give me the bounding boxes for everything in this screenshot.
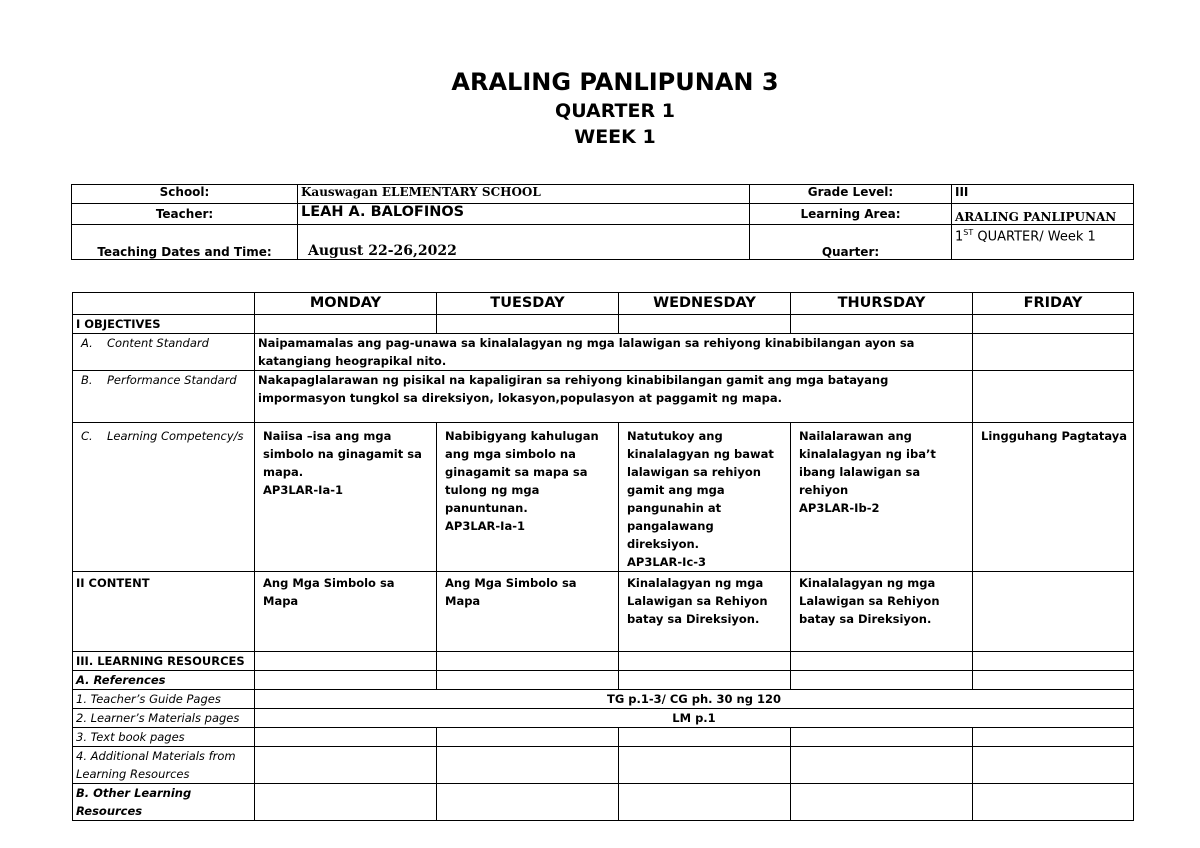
document-title: ARALING PANLIPUNAN 3 [451, 68, 779, 96]
content-heading: II CONTENT [73, 572, 255, 652]
empty-cell [437, 747, 619, 784]
competency-thursday-code: AP3LAR-Ib-2 [799, 501, 880, 515]
textbook-label: 3. Text book pages [73, 728, 255, 747]
content-tuesday: Ang Mga Simbolo sa Mapa [437, 572, 619, 652]
competency-monday [255, 423, 437, 572]
competency-tuesday [437, 423, 619, 572]
teacher-label: Teacher: [72, 204, 298, 225]
performance-standard-label [73, 371, 255, 423]
day-wednesday: WEDNESDAY [619, 293, 791, 315]
grade-level-label: Grade Level: [750, 185, 952, 204]
other-resources-label: B. Other Learning Resources [73, 784, 255, 821]
additional-materials-label: 4. Additional Materials from Learning Resources [73, 747, 255, 784]
empty-cell [619, 747, 791, 784]
empty-cell [791, 315, 973, 334]
content-standard-number: A. [81, 336, 93, 350]
empty-cell [255, 728, 437, 747]
performance-standard-text: Nakapaglalarawan ng pisikal na kapaligiran sa rehiyong kinabibilangan gamit ang mga batayang impormasyon tungkol sa direksiyon, lokasyon,populasyon at paggamit ng mapa. [255, 371, 973, 423]
empty-cell [973, 747, 1134, 784]
day-monday: MONDAY [255, 293, 437, 315]
info-table [71, 184, 1134, 260]
day-tuesday: TUESDAY [437, 293, 619, 315]
empty-cell [437, 728, 619, 747]
empty-cell [619, 652, 791, 671]
quarter-label: Quarter: [750, 225, 952, 260]
objectives-row [73, 315, 1134, 334]
quarter-value-superscript: ST [963, 228, 974, 237]
week-title: WEEK 1 [574, 126, 656, 148]
teachers-guide-row [73, 690, 1134, 709]
competency-friday: Lingguhang Pagtataya [973, 423, 1134, 572]
quarter-value-number: 1 [955, 229, 964, 245]
empty-cell [619, 671, 791, 690]
learning-area-label: Learning Area: [750, 204, 952, 225]
performance-standard-row [73, 371, 1134, 423]
quarter-value [952, 225, 1134, 260]
day-friday: FRIDAY [973, 293, 1134, 315]
empty-cell [437, 652, 619, 671]
empty-cell [255, 747, 437, 784]
teaching-dates-label: Teaching Dates and Time: [72, 225, 298, 260]
learning-resources-heading: III. LEARNING RESOURCES [73, 652, 255, 671]
competency-wednesday-code: AP3LAR-Ic-3 [627, 555, 707, 569]
empty-cell [973, 652, 1134, 671]
learning-competency-label [73, 423, 255, 572]
info-row-dates [72, 225, 1134, 260]
empty-cell [619, 315, 791, 334]
content-row [73, 572, 1134, 652]
additional-materials-row [73, 747, 1134, 784]
competency-monday-code: AP3LAR-Ia-1 [263, 483, 344, 497]
empty-cell [437, 315, 619, 334]
content-standard-label [73, 334, 255, 371]
empty-cell [255, 671, 437, 690]
days-header-row [73, 293, 1134, 315]
learning-competency-row [73, 423, 1134, 572]
competency-monday-text: Naiisa –isa ang mga simbolo na ginagamit sa mapa. [263, 429, 422, 479]
empty-cell [973, 315, 1134, 334]
competency-tuesday-code: AP3LAR-Ia-1 [445, 519, 526, 533]
teachers-guide-value: TG p.1-3/ CG ph. 30 ng 120 [255, 690, 1134, 709]
empty-cell [791, 652, 973, 671]
performance-standard-label-text: Performance Standard [107, 373, 237, 387]
info-row-school [72, 185, 1134, 204]
empty-cell [437, 671, 619, 690]
empty-cell [973, 784, 1134, 821]
empty-cell [791, 747, 973, 784]
competency-thursday-text: Nailalarawan ang kinalalagyan ng iba’t ibang lalawigan sa rehiyon [799, 429, 936, 497]
empty-cell [973, 371, 1134, 423]
school-value: Kauswagan ELEMENTARY SCHOOL [298, 185, 750, 204]
empty-cell [973, 334, 1134, 371]
learners-materials-value: LM p.1 [255, 709, 1134, 728]
empty-cell [255, 652, 437, 671]
learning-competency-label-text: Learning Competency/s [107, 429, 244, 443]
day-thursday: THURSDAY [791, 293, 973, 315]
content-wednesday: Kinalalagyan ng mga Lalawigan sa Rehiyon batay sa Direksiyon. [619, 572, 791, 652]
references-row [73, 671, 1134, 690]
learners-materials-label: 2. Learner’s Materials pages [73, 709, 255, 728]
empty-cell [255, 784, 437, 821]
empty-cell [255, 315, 437, 334]
school-label: School: [72, 185, 298, 204]
empty-cell [437, 784, 619, 821]
empty-cell [791, 784, 973, 821]
competency-wednesday-text: Natutukoy ang kinalalagyan ng bawat lalawigan sa rehiyon gamit ang mga pangunahin at pangalawang direksiyon. [627, 429, 774, 551]
textbook-row [73, 728, 1134, 747]
info-row-teacher [72, 204, 1134, 225]
content-monday: Ang Mga Simbolo sa Mapa [255, 572, 437, 652]
content-standard-row [73, 334, 1134, 371]
lesson-plan-table [72, 292, 1134, 821]
competency-wednesday [619, 423, 791, 572]
learning-competency-number: C. [81, 429, 93, 443]
teachers-guide-label: 1. Teacher’s Guide Pages [73, 690, 255, 709]
corner-cell [73, 293, 255, 315]
empty-cell [973, 572, 1134, 652]
empty-cell [791, 728, 973, 747]
empty-cell [619, 784, 791, 821]
teacher-value: LEAH A. BALOFINOS [298, 204, 750, 225]
performance-standard-number: B. [81, 373, 93, 387]
competency-tuesday-text: Nabibigyang kahulugan ang mga simbolo na ginagamit sa mapa sa tulong ng mga panuntunan. [445, 429, 599, 515]
grade-level-value: III [952, 185, 1134, 204]
empty-cell [973, 671, 1134, 690]
content-thursday: Kinalalagyan ng mga Lalawigan sa Rehiyon batay sa Direksiyon. [791, 572, 973, 652]
empty-cell [619, 728, 791, 747]
empty-cell [791, 671, 973, 690]
document-header [0, 66, 1200, 150]
competency-thursday [791, 423, 973, 572]
objectives-heading: I OBJECTIVES [73, 315, 255, 334]
empty-cell [973, 728, 1134, 747]
quarter-value-text: QUARTER/ Week 1 [973, 229, 1096, 245]
learning-area-value: ARALING PANLIPUNAN [952, 204, 1134, 225]
teaching-dates-value: August 22-26,2022 [298, 225, 750, 260]
references-label: A. References [73, 671, 255, 690]
content-standard-label-text: Content Standard [107, 336, 209, 350]
content-standard-text: Naipamamalas ang pag-unawa sa kinalalagyan ng mga lalawigan sa rehiyong kinabibilangan ayon sa katangiang heograpikal nito. [255, 334, 973, 371]
learners-materials-row [73, 709, 1134, 728]
other-resources-row [73, 784, 1134, 821]
quarter-title: QUARTER 1 [555, 100, 675, 122]
learning-resources-row [73, 652, 1134, 671]
